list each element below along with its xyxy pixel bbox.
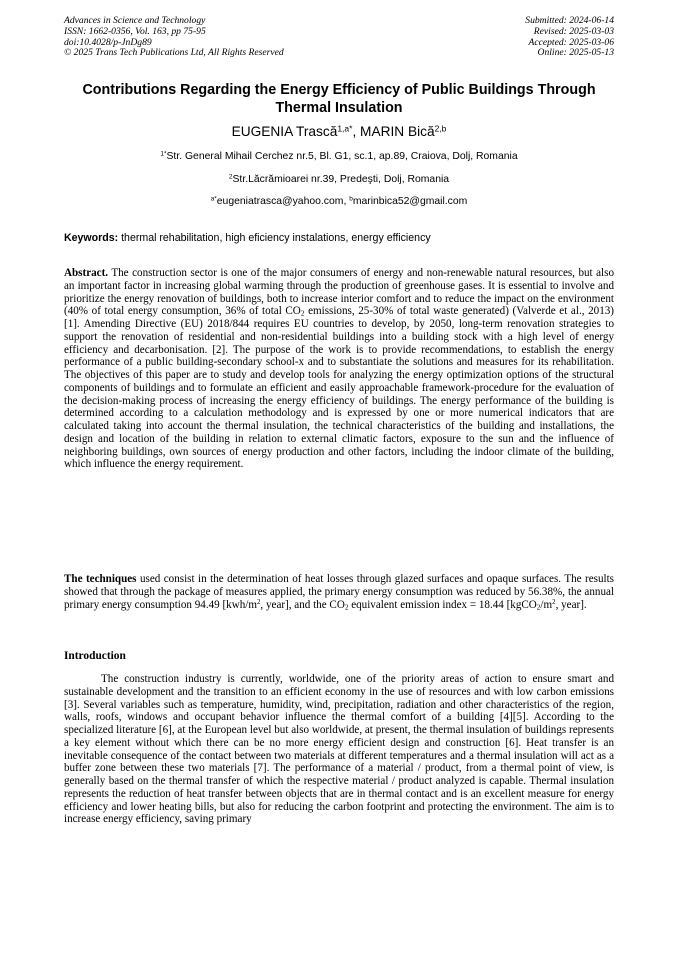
abstract-paragraph	[64, 267, 614, 471]
affiliation-2-text: Str.Lăcrămioarei nr.39, Predeşti, Dolj, Romania	[232, 174, 450, 185]
author-separator: ,	[352, 124, 361, 139]
journal-info	[64, 16, 284, 59]
email-separator: ,	[343, 196, 350, 207]
revised-date: Revised: 2025-03-03	[533, 25, 614, 37]
abstract-sub: 2	[300, 309, 305, 318]
keywords	[64, 232, 624, 245]
techniques-sub-1: 2	[344, 602, 349, 611]
journal-name: Advances in Science and Technology	[64, 15, 206, 26]
doi-line: doi:10.4028/p-JnDg89	[64, 36, 152, 48]
accepted-date: Accepted: 2025-03-06	[528, 36, 614, 48]
paper-title: Contributions Regarding the Energy Efficiency of Public Buildings Through Thermal Insulation	[82, 82, 596, 116]
techniques-text-4: /m	[540, 598, 553, 611]
publication-dates	[525, 16, 614, 59]
techniques-label: The techniques	[64, 573, 137, 585]
techniques-text-1: used consist in the determination of heat losses through glazed surfaces and opaque surfaces. The results showed that through the package of measures applied, the primary energy consumption was reduced by 56.38%, the annual primary energy consumption 94.49 [kwh/m	[64, 573, 614, 611]
techniques-paragraph	[64, 573, 614, 611]
affiliation-1-text: Str. General Mihail Cerchez nr.5, Bl. G1, sc.1, ap.89, Craiova, Dolj, Romania	[166, 151, 518, 162]
online-date: Online: 2025-05-13	[537, 47, 614, 59]
author-line	[0, 124, 678, 140]
affiliation-1	[0, 150, 678, 163]
author-1: EUGENIA Trască	[231, 124, 338, 139]
techniques-sup-2: 2	[552, 598, 556, 606]
introduction-paragraph: The construction industry is currently, worldwide, one of the priority areas of action to ensure smart and sustainable development and the transition to an efficient economy in the use of resources and with low carbon emissions [3]. Several variables such as temperature, humidity, wind, precipitation, radiation and other characteristics of the region, walls, roofs, windows and occupant behavior influence the thermal comfort of a building [4][5]. According to the specialized literature [6], at the European level but also worldwide, at present, the thermal insulation of buildings represents a key element without which there can be no more energy efficient design and construction [6]. Heat transfer is an inevitable consequence of the contact between two materials at different temperatures and a thermal insulation will act as a buffer zone between these two materials [7]. The performance of a material / product, from a thermal point of view, is generally based on the thermal transfer of which the respective material / product analyzed is capable. Thermal insulation represents the reduction of heat transfer between objects that are in thermal contact and is an excellent measure for energy efficiency and lower heating bills, but also for reducing the carbon footprint and protecting the environment. The aim is to increase energy efficiency, saving primary	[64, 673, 614, 826]
email-1-marker: a*	[210, 195, 217, 203]
author-1-marker: 1,a*	[337, 123, 353, 134]
techniques-text-3: equivalent emission index = 18.44 [kgCO	[348, 598, 537, 611]
techniques-sup-1: 2	[256, 598, 261, 606]
email-2: marinbica52@gmail.com	[352, 196, 468, 207]
affiliation-2	[0, 173, 678, 186]
affiliation-1-marker: 1*	[160, 150, 167, 158]
techniques-sub-2: 2	[536, 602, 541, 611]
techniques-text-5: , year].	[555, 598, 587, 611]
keywords-text: thermal rehabilitation, high eficiency instalations, energy efficiency	[118, 232, 431, 244]
introduction-heading: Introduction	[64, 650, 126, 662]
keywords-label: Keywords:	[64, 232, 119, 244]
email-2-marker: b	[349, 195, 353, 203]
abstract-label: Abstract.	[64, 267, 109, 279]
techniques-text-2: , year], and the CO	[260, 598, 345, 611]
author-2: MARIN Bică	[360, 124, 435, 139]
affiliation-2-marker: 2	[228, 173, 233, 181]
submitted-date: Submitted: 2024-06-14	[525, 15, 614, 26]
abstract-text-1: The construction sector is one of the major consumers of energy and non-renewable natural resources, but also an important factor in increasing global warming through the production of greenhouse gases. It is essential to involve and prioritize the energy renovation of buildings, both to increase interior comfort and to reduce the impact on the environment (40% of total energy consumption, 36% of total CO	[64, 267, 614, 318]
email-1: eugeniatrasca@yahoo.com	[216, 196, 344, 207]
abstract-text-2: emissions, 25-30% of total waste generated) (Valverde et al., 2013) [1]. Amending Directive (EU) 2018/844 requires EU countries to develop, by 2050, long-term renovation strategies to support the renovation of residential and non-residential buildings into a building stock with a high level of energy efficiency and decarbonisation. [2]. The purpose of the work is to provide recommendations, to establish the energy performance of a public building-secondary school-x and to substantiate the solutions and measures for its rehabilitation. The objectives of this paper are to study and develop tools for analyzing the energy optimization options of the structural components of buildings and to formulate an efficient and easily approachable framework-procedure for the evaluation of the decision-making process of increasing the energy efficiency of buildings. The energy performance of the building is determined according to a calculation methodology and is expressed by one or more numerical indicators that are calculated taking into account the thermal insulation, the technical characteristics of the building and installations, the design and location of the building in relation to external climatic factors, exposure to the sun and the influence of neighboring buildings, own sources of energy production and other factors, including the indoor climate of the building, which influence the energy requirement.	[64, 305, 614, 471]
author-2-marker: 2,b	[434, 123, 447, 134]
email-line	[0, 195, 678, 208]
issn-line: ISSN: 1662-0356, Vol. 163, pp 75-95	[64, 25, 206, 37]
copyright-line: © 2025 Trans Tech Publications Ltd, All Rights Reserved	[64, 47, 284, 59]
